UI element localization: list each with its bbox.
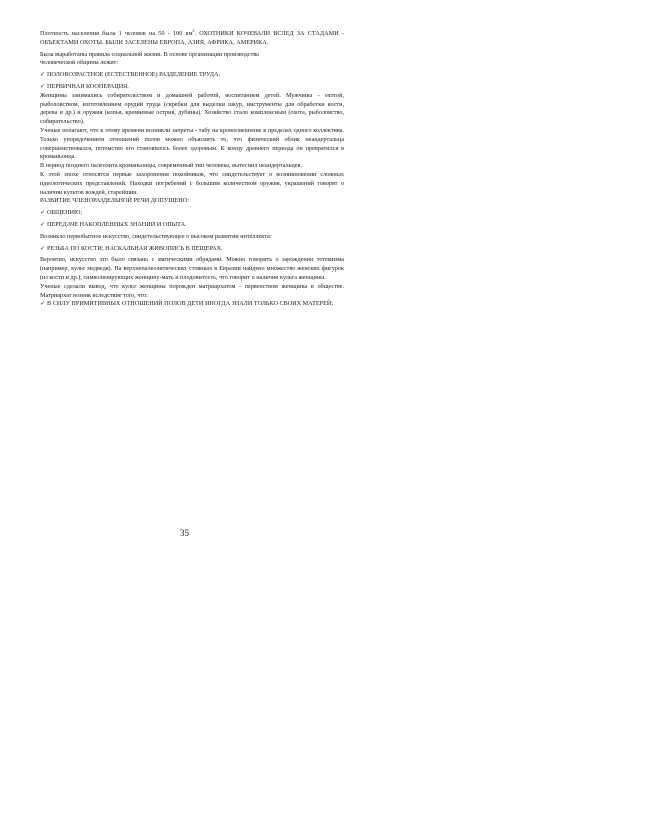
check-mark-icon: ✓ (40, 244, 46, 252)
intro-text: Плотность населения была 1 человек на 50 - 100 км (40, 30, 193, 37)
check-mark-icon: ✓ (40, 71, 46, 79)
women-paragraph: Женщины занимались собирательством и домашней работой, воспитанием детей. Мужчины - охотой, рыболовством, изготовлением орудий труда (скребки для выделки шкур, инструменты для обработки кости, дерева и др.) и оружия (копья, кремневые острия, дубины). Хозяйство стало комплексным (охота, рыболовство, собирательство). (40, 91, 344, 126)
bullet-division-label: ПОЛОВОЗРАСТНОЕ (ЕСТЕСТВЕННОЕ) РАЗДЕЛЕНИЕ ТРУДА; (47, 71, 221, 79)
origin-paragraph: Была выработаны правила социальной жизни. В основе организации производства (40, 50, 259, 58)
bullet-division-item (40, 71, 344, 80)
bullet-communication-item (40, 209, 344, 218)
conclusion-paragraph: Ученые сделали вывод, что культ женщины порожден матриархатом - первенством женщины в обществе. Матриархат возник вследствие того, что: (40, 282, 344, 299)
page-number: 35 (180, 528, 189, 538)
epoch-paragraph: К этой эпохе относятся первые захоронения покойников, что свидетельствует о возникновении сложных идеологических представлений. Находки погребений с большим количеством оружия, украшений говорят о наличии культов вождей, старейшин. (40, 170, 344, 196)
check-mark-icon: ✓ (40, 82, 46, 90)
bullet-kinship-item (40, 300, 344, 309)
art-paragraph: Возникло первобытное искусство, свидетельствующее о высоком развитии интеллекта: (40, 232, 272, 240)
bullet-cooperation-item (40, 83, 344, 92)
bullet-carving-label: РЕЗЬБА ПО КОСТИ; НАСКАЛЬНАЯ ЖИВОПИСЬ В ПЕЩЕРАХ. (47, 244, 223, 252)
check-mark-icon: ✓ (40, 300, 46, 308)
scientists-paragraph: Ученые полагают, что к этому времени возникли запреты - табу на кровосмешение в пределах одного коллектива. Только упорядочением отношений полов можно объяснить то, что физический облик неандертальца совершенствовался, потомство его становилось более здоровым. К концу древнего периода он превратился в кроманьонца. (40, 126, 344, 161)
bullet-cooperation-label: ПЕРВИЧНАЯ КООПЕРАЦИЯ. (47, 82, 129, 90)
speech-heading: РАЗВИТИЕ ЧЛЕНОРАЗДЕЛЬНОЙ РЕЧИ ДОПУЩЕНО: (40, 197, 189, 205)
origin-paragraph-continued: человеческой общины лежит: (40, 59, 119, 67)
bullet-kinship-label: В СИЛУ ПРИМИТИВНЫХ ОТНОШЕНИЙ ПОЛОВ ДЕТИ ИНОГДА ЗНАЛИ ТОЛЬКО СВОИХ МАТЕРЕЙ; (47, 300, 334, 308)
check-mark-icon: ✓ (40, 209, 46, 217)
bullet-knowledge-label: ПЕРЕДАЧЕ НАКОПЛЕННЫХ ЗНАНИЙ И ОПЫТА. (47, 220, 187, 228)
intro-paragraph (40, 27, 344, 48)
intro-text-continued: . ОХОТНИКИ КОЧЕВАЛИ ВСЛЕД ЗА СТАДАМИ - ОБЪЕКТАМИ ОХОТЫ. БЫЛИ ЗАСЕЛЕНЫ ЕВРОПА, АЗИЯ, АФРИКА, АМЕРИКА. (40, 30, 344, 46)
magic-paragraph: Вероятно, искусство это было связано с магическими обрядами. Можно говорить о зарождении тотемизма (например, культ медведя). На верхнепалеолитических стоянках в Евразии найдено множество женских фигурок (из кости и др.), символизирующих женщину-мать и плодовитость, что говорит о наличии культа женщины. (40, 256, 344, 281)
bullet-knowledge-item (40, 221, 344, 230)
late-paleolithic-paragraph: В период позднего палеолита кроманьонцы, современный тип человека, вытеснил неандертальцев. (40, 162, 302, 170)
check-mark-icon: ✓ (40, 220, 46, 228)
bullet-carving-item (40, 245, 344, 254)
intro-superscript: 2 (192, 27, 195, 33)
bullet-communication-label: ОБЩЕНИЮ; (47, 209, 83, 217)
document-body (40, 27, 344, 309)
